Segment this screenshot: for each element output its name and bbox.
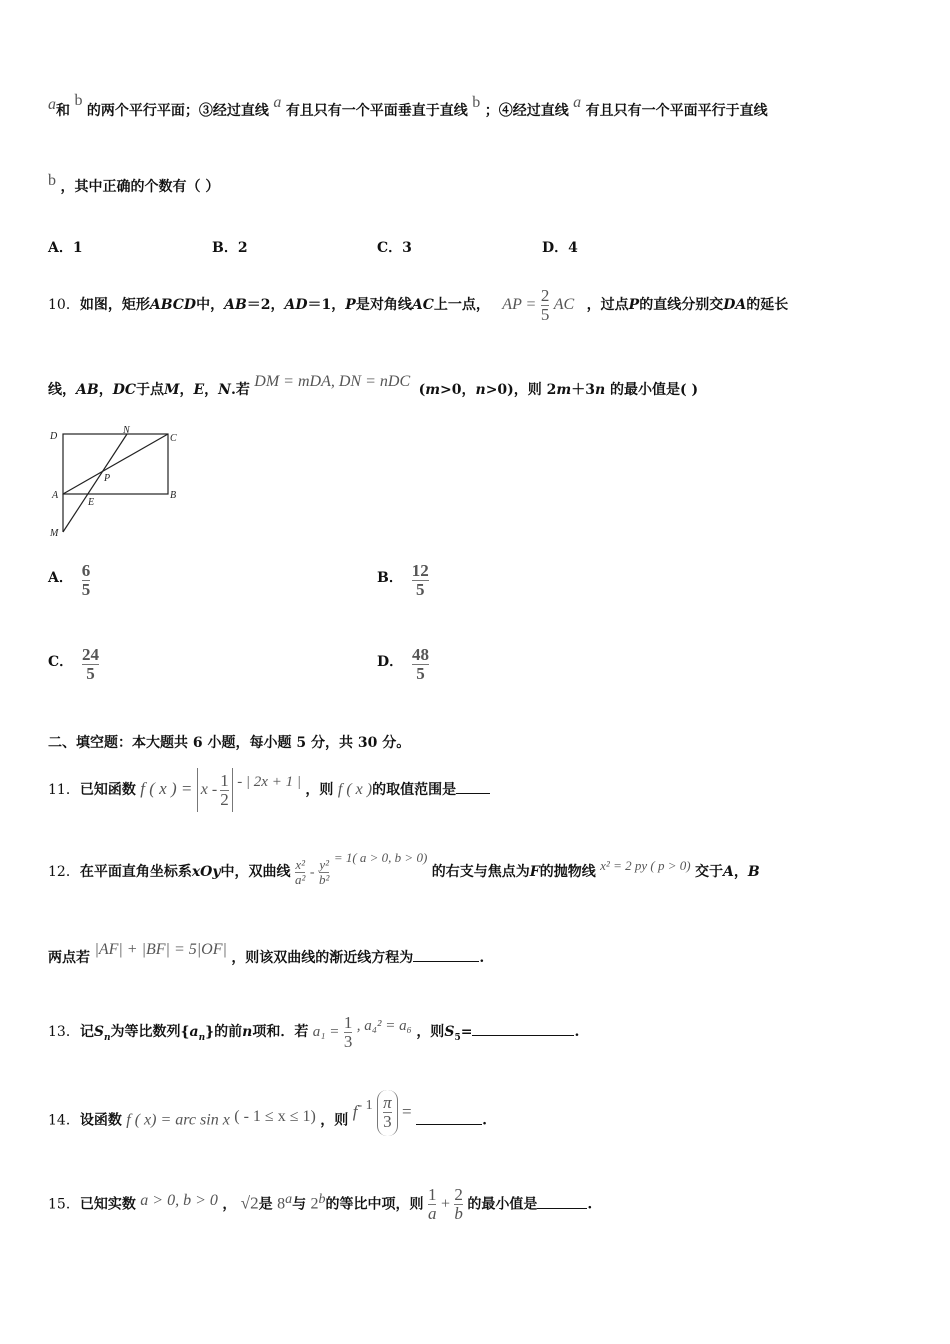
denominator: 5: [540, 304, 550, 324]
q9-line1: [48, 92, 768, 120]
answer-blank[interactable]: [416, 1123, 482, 1125]
math-fx: f ( x ): [337, 781, 373, 798]
q9-option-a[interactable]: A．1: [48, 240, 83, 256]
math-a: a: [48, 96, 56, 113]
text: 的直线分别交: [639, 297, 724, 313]
math-fx: f ( x ) =: [140, 779, 193, 798]
text: .: [574, 1024, 580, 1040]
text: DA: [723, 297, 747, 313]
text: 的两个平行平面；③经过直线: [86, 103, 269, 119]
numerator: 2: [454, 1185, 463, 1205]
answer-blank[interactable]: [413, 960, 479, 962]
q11: [48, 762, 490, 817]
superscript: a: [285, 1192, 293, 1207]
text: 的最小值是( ): [605, 382, 699, 398]
question-number: 14．: [48, 1112, 80, 1129]
fraction-2-b: [454, 1186, 463, 1223]
math-arcsin: f ( x) = arc sin x: [126, 1111, 230, 1129]
q10-option-b[interactable]: [377, 562, 429, 599]
denominator: 5: [415, 579, 425, 599]
text: AD: [284, 297, 308, 313]
option-label: D．: [377, 654, 404, 671]
denominator: a²: [294, 871, 306, 887]
label-d: D: [50, 431, 58, 442]
text: AC: [411, 297, 434, 313]
denominator: 5: [86, 663, 95, 683]
text: P: [628, 297, 640, 313]
label-e: E: [88, 497, 95, 508]
text: AB: [76, 382, 99, 398]
subscript: 5: [454, 1032, 461, 1043]
fraction-x2-a2: [295, 858, 305, 886]
numerator: 1: [427, 1185, 437, 1205]
q12-line1: [48, 840, 760, 905]
question-number: 12．: [48, 864, 80, 880]
text: ，过点: [586, 297, 629, 313]
text: .: [479, 950, 485, 966]
text: ，: [179, 382, 194, 398]
plus: +: [440, 1195, 450, 1213]
text: ，: [98, 382, 113, 398]
superscript: b: [318, 1192, 326, 1207]
q15: [48, 1168, 592, 1237]
text: F: [529, 864, 540, 880]
subscript: n: [103, 1032, 111, 1043]
text: (: [418, 382, 426, 398]
text: 的取值范围是: [372, 782, 457, 798]
math: = 1( a > 0, b > 0): [333, 850, 428, 865]
text: N: [218, 382, 231, 398]
math-condition: a > 0, b > 0: [140, 1191, 218, 1209]
q14: [48, 1086, 487, 1151]
text: }的前: [205, 1024, 243, 1040]
fraction-1-2: [220, 772, 229, 809]
text: 的最小值是: [467, 1196, 538, 1213]
text: S: [93, 1024, 104, 1040]
text: E: [193, 382, 205, 398]
text: 上一点，: [433, 297, 490, 313]
text: n: [242, 1024, 253, 1040]
math-b: b: [74, 92, 83, 109]
label-p: P: [104, 473, 111, 484]
fraction-1-a: [428, 1186, 437, 1223]
text: 中，: [196, 297, 225, 313]
math: - | 2x + 1 |: [237, 774, 301, 790]
text: ＋3: [571, 382, 595, 398]
text: DC: [112, 382, 136, 398]
question-number: 11．: [48, 782, 80, 798]
text: 为等比数列{: [110, 1024, 190, 1040]
math-domain: ( - 1 ≤ x ≤ 1): [234, 1107, 316, 1125]
text: ＝2，: [246, 297, 285, 313]
text: ，则: [416, 1024, 445, 1040]
math-a1: a₁ =: [312, 1024, 340, 1040]
text: ＝1，: [307, 297, 346, 313]
denominator: 3: [383, 1112, 392, 1132]
answer-blank[interactable]: [537, 1207, 587, 1209]
text: m: [556, 382, 572, 398]
text: 在平面直角坐标系: [79, 864, 192, 880]
text: A: [723, 864, 734, 880]
label-b: B: [170, 490, 177, 501]
text: ，则: [320, 1112, 349, 1129]
q10-option-d[interactable]: [377, 646, 429, 683]
text: 的等比中项，则: [325, 1196, 424, 1213]
q9-option-b[interactable]: B．2: [212, 240, 248, 256]
denominator: b: [454, 1204, 463, 1224]
text: ，: [733, 864, 748, 880]
text: 的抛物线: [539, 864, 596, 880]
math-af-bf-of: |AF| + |BF| = 5|OF|: [94, 941, 227, 958]
option-label: A．: [48, 570, 73, 587]
fraction-pi-3: [383, 1094, 392, 1131]
section-title: 二、填空题：本大题共 6 小题，每小题 5 分，共 30 分。: [48, 735, 411, 751]
math-dm-dn: DM = mDA, DN = nDC: [254, 373, 411, 390]
abs-value: [197, 768, 233, 812]
q9-line2: [48, 172, 220, 196]
answer-blank[interactable]: [456, 792, 490, 794]
text: 于点: [136, 382, 164, 398]
denominator: 5: [81, 579, 91, 599]
text: P: [345, 297, 356, 313]
text: 的延长: [746, 297, 789, 313]
text: n: [475, 382, 486, 398]
label-a: A: [52, 490, 59, 501]
option-label: C．: [48, 654, 74, 671]
math: x -: [200, 781, 218, 798]
math-ap: AP =: [502, 296, 537, 313]
text: 已知函数: [79, 782, 136, 798]
text: >0，: [440, 382, 476, 398]
text: 交于: [695, 864, 723, 880]
q10-line2: [48, 372, 698, 408]
text: AB: [224, 297, 247, 313]
text: .: [587, 1196, 593, 1213]
text: 两点若: [48, 950, 90, 966]
text: 中，双曲线: [220, 864, 291, 880]
numerator: 12: [411, 561, 429, 580]
math-a4-a6: , a₄² = a₆: [356, 1018, 412, 1034]
question-number: 10．: [48, 297, 80, 313]
text: ，其中正确的个数有（ ）: [60, 179, 220, 195]
text: 的右支与焦点为: [431, 864, 530, 880]
text: 如图，矩形: [79, 297, 150, 313]
label-c: C: [170, 433, 177, 444]
q12-line2: [48, 940, 484, 976]
q10-option-c[interactable]: [48, 646, 99, 683]
text: =: [460, 1024, 473, 1040]
denominator: b²: [318, 871, 330, 887]
text: 有且只有一个平面平行于直线: [585, 103, 768, 119]
question-number: 15．: [48, 1196, 80, 1213]
q10-line1: [48, 285, 788, 325]
numerator: x²: [295, 856, 305, 872]
text: .: [482, 1112, 487, 1129]
numerator: 48: [412, 645, 430, 664]
text: 线，: [48, 382, 76, 398]
numerator: 1: [343, 1012, 353, 1032]
text: ，则: [305, 782, 334, 798]
option-label: B．: [377, 570, 403, 587]
minus: -: [309, 865, 315, 880]
denominator: 5: [416, 663, 425, 683]
option-fraction: [82, 562, 91, 599]
math-8: 8: [277, 1195, 286, 1213]
line-mn: [63, 434, 127, 532]
text: 项和．若: [252, 1024, 309, 1040]
diagonal-ac: [63, 434, 168, 494]
math-f-inverse: f: [352, 1101, 358, 1121]
parentheses: [377, 1090, 398, 1136]
q9-option-d[interactable]: D．4: [542, 240, 578, 256]
fraction-y2-b2: [319, 858, 329, 886]
numerator: 24: [82, 645, 100, 664]
numerator: 1: [220, 770, 229, 790]
text: 和: [56, 103, 70, 119]
text: a: [189, 1024, 199, 1040]
label-n: N: [123, 425, 130, 436]
q13: [48, 1004, 579, 1066]
text: ，: [204, 382, 219, 398]
label-m: M: [50, 528, 59, 539]
numerator: 6: [81, 561, 91, 580]
math-b: b: [472, 94, 481, 111]
text: M: [164, 382, 180, 398]
answer-blank[interactable]: [472, 1034, 574, 1036]
math-ac: AC: [553, 296, 575, 313]
text: 设函数: [79, 1112, 122, 1129]
text: S: [444, 1024, 455, 1040]
denominator: a: [427, 1204, 437, 1224]
text: ，: [222, 1196, 237, 1213]
text: 记: [79, 1024, 94, 1040]
numerator: y²: [319, 856, 329, 872]
math-a: a: [573, 94, 582, 111]
text: m: [425, 382, 441, 398]
option-fraction: [412, 562, 429, 599]
text: 已知实数: [79, 1196, 136, 1213]
option-fraction: [412, 646, 429, 683]
fraction-2-5: [541, 287, 550, 324]
text: ；④经过直线: [484, 103, 569, 119]
math-b: b: [48, 172, 56, 189]
text: ABCD: [149, 297, 197, 313]
text: 是: [258, 1196, 273, 1213]
text: 与: [292, 1196, 307, 1213]
math-a: a: [273, 94, 282, 111]
denominator: 3: [343, 1031, 353, 1051]
math-sqrt2: √2: [240, 1193, 259, 1213]
subscript: n: [198, 1032, 206, 1043]
q9-option-c[interactable]: C．3: [377, 240, 412, 256]
denominator: 2: [220, 789, 229, 809]
equals: =: [402, 1101, 412, 1121]
option-fraction: [82, 646, 99, 683]
q10-option-a[interactable]: [48, 562, 90, 599]
fraction-1-3: [344, 1014, 353, 1051]
text: 有且只有一个平面垂直于直线: [285, 103, 468, 119]
text: xOy: [191, 864, 221, 880]
superscript: - 1: [357, 1098, 373, 1113]
text: n: [594, 382, 606, 398]
question-number: 13．: [48, 1024, 80, 1040]
math-2: 2: [310, 1195, 319, 1213]
numerator: π: [383, 1093, 392, 1113]
text: 是对角线: [355, 297, 412, 313]
numerator: 2: [540, 285, 550, 305]
text: .若: [230, 382, 250, 398]
text: B: [747, 864, 760, 880]
math-parabola: x² = 2 py ( p > 0): [600, 858, 691, 873]
text: ，则该双曲线的渐近线方程为: [231, 950, 414, 966]
text: >0)，则 2: [485, 382, 557, 398]
rectangle-figure: [46, 424, 186, 540]
